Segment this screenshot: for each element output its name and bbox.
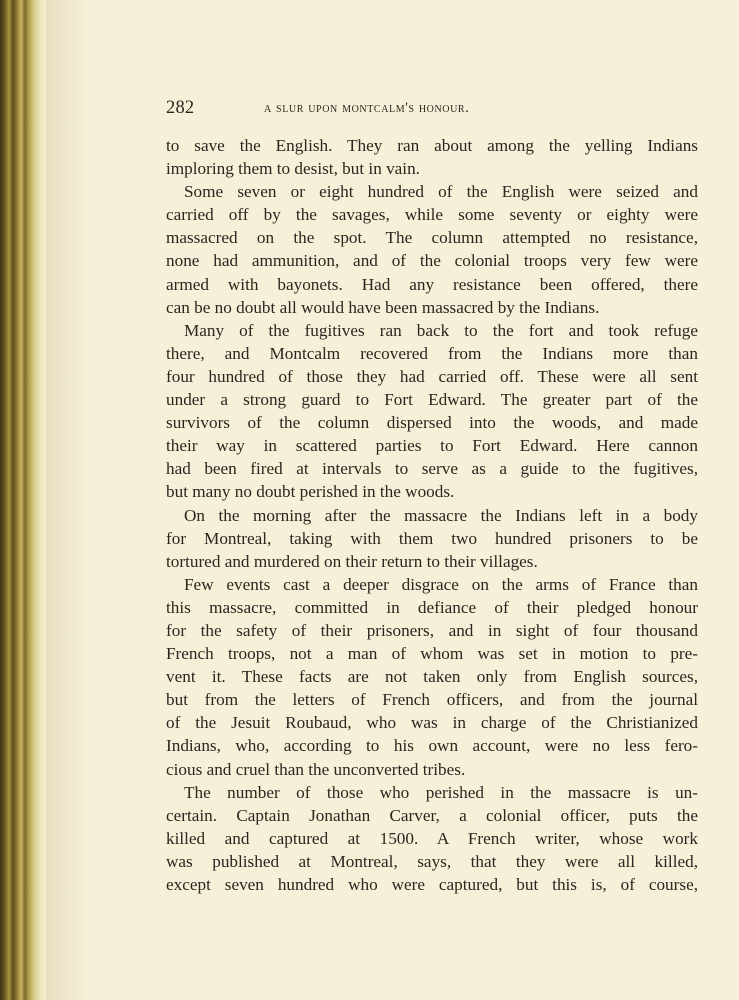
text-line: for Montreal, taking with them two hundred prisoners to be [166, 528, 698, 548]
text-line: but from the letters of French officers, and from the journal [166, 690, 698, 710]
text-line: had been fired at intervals to serve as a guide to the fugitives, [166, 459, 698, 479]
text-line: four hundred of those they had carried off. These were all sent [166, 366, 698, 386]
text-line: Indians, who, according to his own account, were no less fero- [166, 736, 698, 756]
text-line: can be no doubt all would have been massacred by the Indians. [166, 297, 600, 317]
text-line: for the safety of their prisoners, and in sight of four thousand [166, 620, 698, 640]
book-spine [0, 0, 46, 1000]
text-line: was published at Montreal, says, that they were all killed, [166, 851, 698, 871]
text-line: except seven hundred who were captured, but this is, of course, [166, 875, 698, 894]
text-line: of the Jesuit Roubaud, who was in charge of the Christianized [166, 713, 698, 733]
page-header [166, 98, 696, 122]
text-line: Many of the fugitives ran back to the fort and took refuge [184, 320, 698, 340]
text-line: none had ammunition, and of the colonial troops very few were [166, 251, 698, 271]
text-line: to save the English. They ran about among the yelling Indians [166, 136, 698, 155]
text-line: On the morning after the massacre the Indians left in a body [184, 505, 698, 525]
text-line: under a strong guard to Fort Edward. The greater part of the [166, 390, 698, 410]
text-line: carried off by the savages, while some seventy or eighty were [166, 205, 698, 225]
body-text [166, 134, 698, 896]
text-line: armed with bayonets. Had any resistance been offered, there [166, 274, 698, 294]
text-line: French troops, not a man of whom was set in motion to pre- [166, 644, 698, 664]
text-line: survivors of the column dispersed into the woods, and made [166, 413, 698, 433]
text-line: killed and captured at 1500. A French writer, whose work [166, 828, 698, 848]
text-line: vent it. These facts are not taken only from English sources, [166, 667, 698, 687]
text-line: certain. Captain Jonathan Carver, a colonial officer, puts the [166, 805, 698, 825]
text-line: Some seven or eight hundred of the English were seized and [184, 182, 698, 202]
text-line: this massacre, committed in defiance of their pledged honour [166, 597, 698, 617]
text-line: tortured and murdered on their return to their villages. [166, 551, 538, 571]
text-line: their way in scattered parties to Fort Edward. Here cannon [166, 436, 698, 456]
text-line: there, and Montcalm recovered from the Indians more than [166, 343, 698, 363]
text-line: The number of those who perished in the massacre is un- [184, 782, 698, 802]
page-number: 282 [166, 98, 195, 118]
text-line: imploring them to desist, but in vain. [166, 159, 420, 179]
text-line: cious and cruel than the unconverted tribes. [166, 759, 466, 779]
text-line: massacred on the spot. The column attempted no resistance, [166, 228, 698, 248]
text-line: Few events cast a deeper disgrace on the arms of France than [184, 574, 698, 594]
running-head: a slur upon montcalm's honour. [264, 100, 470, 116]
text-line: but many no doubt perished in the woods. [166, 482, 455, 502]
book-page [46, 0, 739, 1000]
